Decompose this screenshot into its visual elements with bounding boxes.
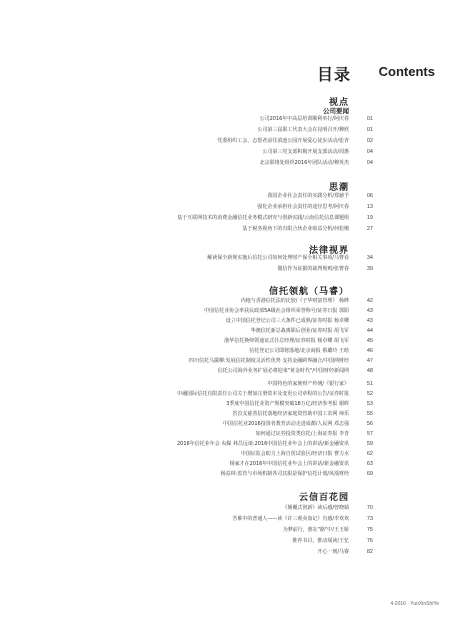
- toc-page-number: 52: [366, 391, 373, 397]
- toc-page-number: 01: [366, 116, 373, 122]
- toc-entry[interactable]: 3季度中国信托业资产规模突破18万亿/经济参考报 谢晖: [226, 401, 349, 407]
- toc-entry[interactable]: 信托公司海外业务扩展必将迎来"黄金时代"/中国财经新闻网: [217, 368, 349, 374]
- section-title: 云信百花园: [298, 493, 349, 503]
- toc-entry[interactable]: 华澳信托新总裁离职后创业/证券时报 胡飞军: [250, 328, 349, 334]
- toc-page-number: 62: [366, 451, 373, 457]
- toc-entry[interactable]: 如何通过证券投资类信托/上海证券报 李青: [255, 431, 349, 437]
- toc-page-number: 47: [366, 358, 373, 364]
- toc-page-number: 56: [366, 421, 373, 427]
- toc-entry[interactable]: 开心一刻/马睿: [317, 549, 349, 555]
- toc-page-number: 69: [366, 471, 373, 477]
- toc-page-number: 01: [366, 127, 373, 133]
- toc-page-number: 39: [366, 266, 373, 272]
- toc-entry[interactable]: 《颠覆式创新》读后感/曾晓婧: [282, 505, 349, 511]
- toc-entry[interactable]: 微信作为证据的裁判规则/张曹春: [277, 266, 349, 272]
- toc-entry[interactable]: 强化企业承担社会责任的途径思考/阿庆春: [257, 204, 349, 210]
- section-subtitle: 公司要闻: [323, 107, 349, 115]
- toc-page-number: 43: [366, 308, 373, 314]
- toc-entry[interactable]: 2016年信托业年会 央媒 林昌远谈:2016中国信托业年会上的讲话/新金融资讯: [176, 441, 349, 447]
- toc-entry[interactable]: 信托登记公司即将落地/北京商报 蔡璐玲 王晗: [249, 348, 349, 354]
- toc-page-number: 82: [366, 549, 373, 555]
- toc-entry[interactable]: 公司2016年中高层培训顺利举行/阿庆春: [259, 116, 349, 122]
- toc-page-number: 45: [366, 338, 373, 344]
- section-title: 视点: [328, 98, 349, 108]
- section-title: 信托领航（马睿）: [268, 287, 349, 297]
- contents-title-cn: 目录: [316, 65, 351, 84]
- toc-page-number: 76: [366, 538, 373, 544]
- toc-entry[interactable]: 中国证监会助力上海自贸试验区/经济日报 曹力水: [240, 451, 349, 457]
- toc-page-number: 70: [366, 505, 373, 511]
- toc-entry[interactable]: 中国特色的家族财产传统/《银行家》: [267, 381, 349, 387]
- toc-page-number: 43: [366, 318, 373, 324]
- toc-page-number: 57: [366, 431, 373, 437]
- toc-page-number: 04: [366, 149, 373, 155]
- toc-entry[interactable]: 中国信托业2016投资者教育活动走进成都/人民网 邓志强: [222, 421, 349, 427]
- toc-entry[interactable]: 四川信托马援柳:发展信托制度灵活性优势 支持金融跨界融合/中国网财经: [189, 358, 349, 364]
- toc-page-number: 55: [366, 411, 373, 417]
- toc-page-number: 75: [366, 527, 373, 533]
- toc-entry[interactable]: 杨家才在2016年中国信托业年会上的讲话/新金融资讯: [229, 461, 349, 467]
- toc-page-number: 04: [366, 160, 373, 166]
- toc-page-number: 53: [366, 401, 373, 407]
- toc-entry[interactable]: 党委组织工会、志愿者前往滇池公园开展爱心徒步活动/张青: [217, 138, 349, 144]
- toc-entry[interactable]: 省首支慈善信托落地经济家庭资管助中国工农网 师乐: [232, 411, 349, 417]
- toc-entry[interactable]: 内地与香港信托法的比较/《子华财富管理》 杨晔: [240, 298, 349, 304]
- toc-entry[interactable]: 渤华信托换帅领通证式任总经理/证券时报 杨卓卿 胡飞军: [224, 338, 349, 344]
- toc-page-number: 44: [366, 328, 373, 334]
- toc-entry[interactable]: 公司第三党支部积极开展支部活动/周惠: [262, 149, 349, 155]
- toc-entry[interactable]: 中国信托业协会率获民政部5A级社会组织荣誉称号/证券日报 郭阳: [204, 308, 349, 314]
- toc-page-number: 63: [366, 461, 373, 467]
- toc-page-number: 34: [366, 255, 373, 261]
- toc-entry[interactable]: 解读保全新规实施后信托公司如何处理财产保全相关事项/马曹看: [207, 255, 349, 261]
- toc-page-number: 13: [366, 204, 373, 210]
- toc-entry[interactable]: 设立中国信托登记公司三大条件已成熟/证券时报 杨卓卿: [225, 318, 349, 324]
- toc-page-number: 46: [366, 348, 373, 354]
- toc-page-number: 02: [366, 138, 373, 144]
- toc-entry[interactable]: 为梦前行，愈在"路"中/王玉娇: [282, 527, 349, 533]
- toc-entry[interactable]: 北京联络处组织2016年团队活动/穆英杰: [259, 160, 349, 166]
- section-title: 思潮: [328, 183, 349, 193]
- toc-page-number: 51: [366, 381, 373, 387]
- section-title: 法律视界: [308, 246, 349, 256]
- contents-header: [0, 62, 459, 86]
- toc-page-number: 06: [366, 193, 373, 199]
- toc-entry[interactable]: 苦难中的普通人——读《许三观卖血记》有感/李欢欢: [232, 516, 349, 522]
- toc-page-number: 42: [366, 298, 373, 304]
- toc-page-number: 73: [366, 516, 373, 522]
- contents-title-en: Contents: [378, 64, 435, 79]
- page-footer: 4·2016 · YunXinShiYe: [390, 601, 439, 607]
- toc-entry[interactable]: 我国企业社会责任的实践分析/郑徳予: [267, 193, 349, 199]
- toc-entry[interactable]: 中融国际信托有限责任公司关于增加注册资本及变更公司章程的公告/证券时报: [177, 391, 349, 397]
- toc-entry[interactable]: 公司第三届职工代表大会在昆明召开/穆欣: [257, 127, 349, 133]
- toc-page-number: 48: [366, 368, 373, 374]
- toc-entry[interactable]: 推荐书目，推动阅读/王忆: [292, 538, 349, 544]
- toc-entry[interactable]: 杨益林:监管与市场机制各司其职是保护信托计划/凤凰财经: [220, 471, 349, 477]
- toc-entry[interactable]: 基于互联网技术的消费金融信托业务模式研究与创新实践/云南信托信息课题组: [177, 215, 349, 221]
- toc-page-number: 27: [366, 226, 373, 232]
- toc-entry[interactable]: 基于税务视角下的有限合伙企业收益分析/何松檀: [242, 226, 349, 232]
- toc-page-number: 59: [366, 441, 373, 447]
- toc-page-number: 19: [366, 215, 373, 221]
